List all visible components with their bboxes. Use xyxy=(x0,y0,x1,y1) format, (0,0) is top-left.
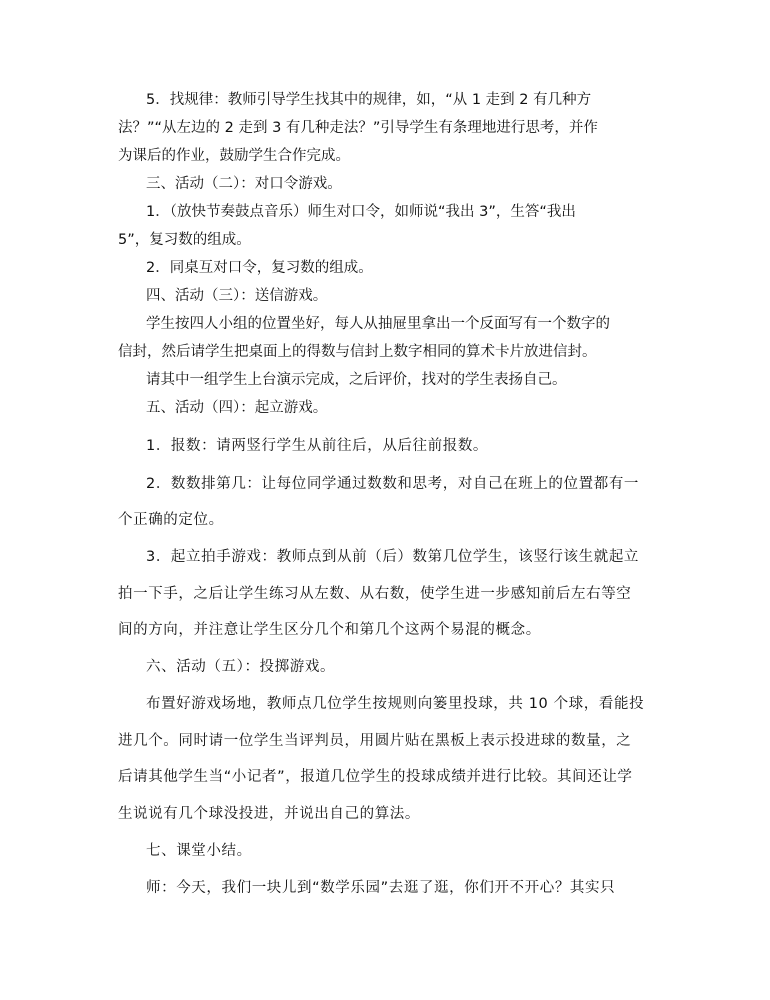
text-line: 生说说有几个球没投进，并说出自己的算法。 xyxy=(118,806,420,822)
text-line: 师：今天，我们一块儿到“数学乐园”去逛了逛，你们开不开心？其实只 xyxy=(146,880,616,896)
text-line: 拍一下手，之后让学生练习从左数、从右数，使学生进一步感知前后左右等空 xyxy=(118,586,632,602)
section-heading: 三、活动（二）：对口令游戏。 xyxy=(146,176,342,192)
section-heading: 四、活动（三）：送信游戏。 xyxy=(146,288,328,304)
section-heading: 六、活动（五）：投掷游戏。 xyxy=(146,659,336,675)
text-line: 3．起立拍手游戏：教师点到从前（后）数第几位学生，该竖行该生就起立 xyxy=(146,549,640,565)
text-line: 个正确的定位。 xyxy=(118,512,224,528)
text-line: 2．数数排第几：让每位同学通过数数和思考，对自己在班上的位置都有一 xyxy=(146,476,640,492)
text-line: 1．（放快节奏鼓点音乐）师生对口令，如师说“我出 3”，生答“我出 xyxy=(146,204,576,220)
text-line: 法？”“从左边的 2 走到 3 有几种走法？”引导学生有条理地进行思考，并作 xyxy=(118,120,598,136)
text-line: 信封，然后请学生把桌面上的得数与信封上数字相同的算术卡片放进信封。 xyxy=(118,344,597,360)
text-line: 5”，复习数的组成。 xyxy=(118,232,251,248)
text-line: 2．同桌互对口令，复习数的组成。 xyxy=(146,260,373,276)
section-heading: 七、课堂小结。 xyxy=(146,843,252,859)
text-line: 后请其他学生当“小记者”，报道几位学生的投球成绩并进行比较。其间还让学 xyxy=(118,769,633,785)
text-line: 1．报数：请两竖行学生从前往后，从后往前报数。 xyxy=(146,438,489,454)
text-line: 5．找规律：教师引导学生找其中的规律，如，“从 1 走到 2 有几种方 xyxy=(146,92,592,108)
text-line: 学生按四人小组的位置坐好，每人从抽屉里拿出一个反面写有一个数字的 xyxy=(146,316,610,332)
section-heading: 五、活动（四）：起立游戏。 xyxy=(146,400,328,416)
text-line: 为课后的作业，鼓励学生合作完成。 xyxy=(118,148,350,164)
text-line: 进几个。同时请一位学生当评判员，用圆片贴在黑板上表示投进球的数量，之 xyxy=(118,733,632,749)
text-line: 请其中一组学生上台演示完成，之后评价，找对的学生表扬自己。 xyxy=(146,372,567,388)
text-line: 间的方向，并注意让学生区分几个和第几个这两个易混的概念。 xyxy=(118,622,541,638)
text-line: 布置好游戏场地，教师点几位学生按规则向篓里投球，共 10 个球，看能投 xyxy=(146,696,645,712)
